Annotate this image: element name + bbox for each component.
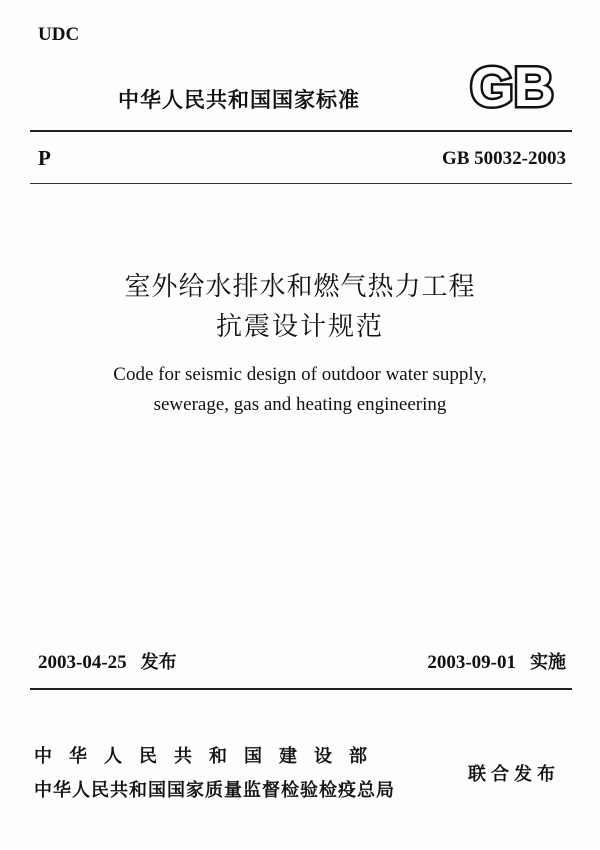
header-rule	[30, 130, 572, 132]
issue-date-block	[38, 648, 177, 674]
issuer-line1: 中华人民共和国建设部	[34, 746, 384, 767]
implement-date: 2003-09-01	[427, 652, 516, 673]
joint-issue-label: 联合发布	[468, 764, 560, 785]
issue-date: 2003-04-25	[38, 652, 127, 673]
title-cn-line2: 抗震设计规范	[215, 312, 384, 342]
implement-date-block	[427, 648, 566, 674]
title-cn-line1: 室外给水排水和燃气热力工程	[124, 272, 476, 302]
subheader-rule	[30, 183, 572, 184]
footer-rule	[30, 688, 572, 690]
classification-code: P	[38, 146, 51, 170]
standard-number: GB 50032-2003	[441, 148, 566, 169]
title-en-line2: sewerage, gas and heating engineering	[153, 394, 447, 415]
gb-logo-text: GB	[470, 56, 554, 116]
title-en-line1: Code for seismic design of outdoor water supply,	[113, 364, 487, 385]
implement-label: 实施	[530, 652, 566, 673]
standard-type: 中华人民共和国国家标准	[118, 88, 360, 112]
issue-label: 发布	[140, 652, 177, 673]
issuer-line2: 中华人民共和国国家质量监督检验检疫总局	[34, 780, 395, 801]
udc-label: UDC	[38, 24, 80, 45]
gb-logo	[456, 56, 568, 116]
